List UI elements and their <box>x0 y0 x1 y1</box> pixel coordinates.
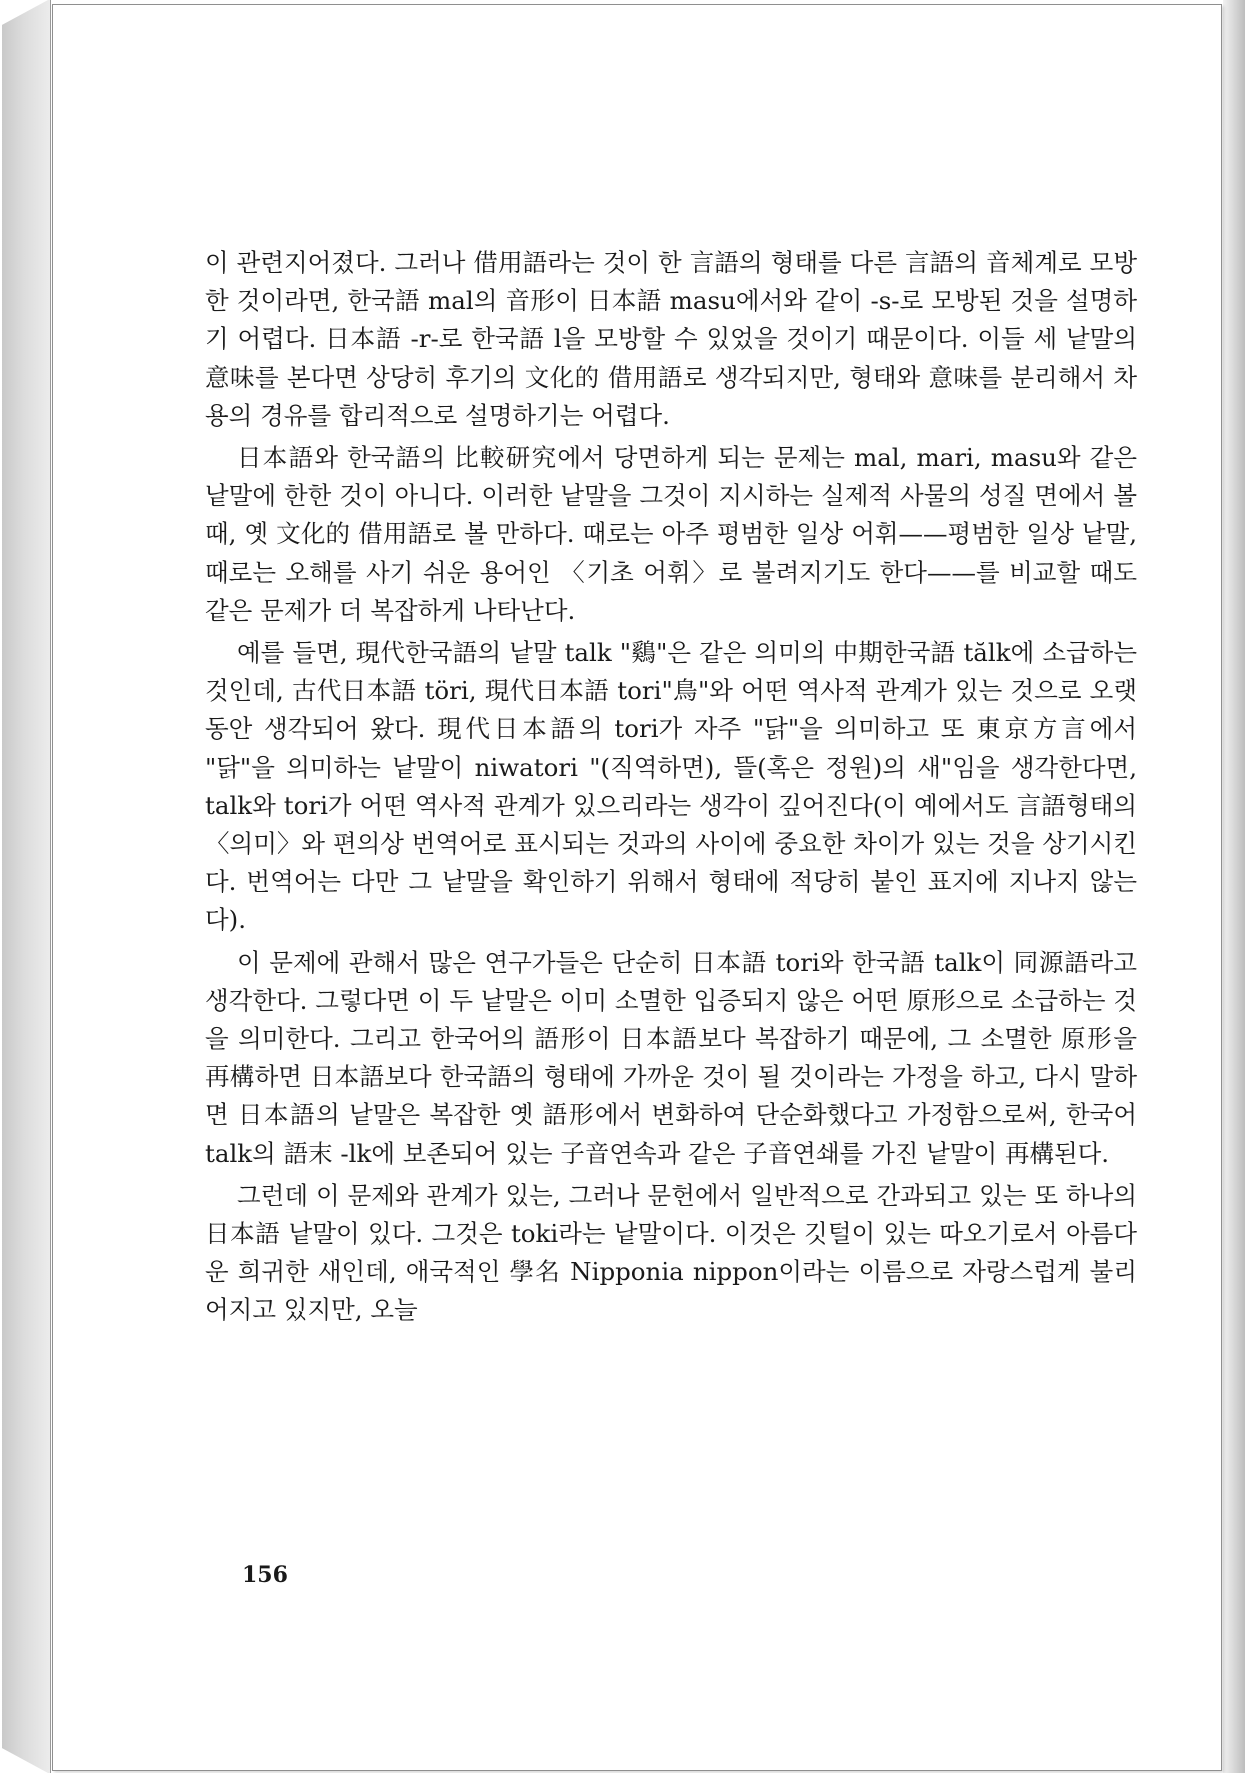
book-spine-corner-bottom <box>0 1747 48 1773</box>
book-spine-corner-top <box>0 0 48 26</box>
paragraph: 예를 들면, 現代한국語의 낱말 talk "鷄"은 같은 의미의 中期한국語 tălk에 소급하는 것인데, 古代日本語 töri, 現代日本語 tori"鳥"와 어떤 역사적 관계가 있는 것으로 오랫동안 생각되어 왔다. 現代日本語의 tori가 자주 "닭"을 의미하고 또 東京方言에서 "닭"을 의미하는 낱말이 niwatori "(직역하면), 뜰(혹은 정원)의 새"임을 생각한다면, talk와 tori가 어떤 역사적 관계가 있으리라는 생각이 깊어진다(이 예에서도 言語형태의 〈의미〉와 편의상 번역어로 표시되는 것과의 사이에 중요한 차이가 있는 것을 상기시킨다. 번역어는 다만 그 낱말을 확인하기 위해서 형태에 적당히 붙인 표지에 지나지 않는다). <box>205 638 1137 935</box>
body-text <box>205 244 1137 1334</box>
paragraph: 이 문제에 관해서 많은 연구가들은 단순히 日本語 tori와 한국語 talk이 同源語라고 생각한다. 그렇다면 이 두 낱말은 이미 소멸한 입증되지 않은 어떤 原形으로 소급하는 것을 의미한다. 그리고 한국어의 語形이 日本語보다 복잡하기 때문에, 그 소멸한 原形을 再構하면 日本語보다 한국語의 형태에 가까운 것이 될 것이라는 가정을 하고, 다시 말하면 日本語의 낱말은 복잡한 옛 語形에서 변화하여 단순화했다고 가정함으로써, 한국어 talk의 語末 -lk에 보존되어 있는 子音연속과 같은 子音연쇄를 가진 낱말이 再構된다. <box>205 947 1137 1168</box>
book-spine <box>2 0 51 1773</box>
book-page-edge <box>1223 0 1245 1773</box>
paragraph: 그런데 이 문제와 관계가 있는, 그러나 문헌에서 일반적으로 간과되고 있는 또 하나의 日本語 낱말이 있다. 그것은 toki라는 낱말이다. 이것은 깃털이 있는 따오기로서 아름다운 희귀한 새인데, 애국적인 學名 Nipponia nippon이라는 이름으로 자랑스럽게 불리어지고 있지만, 오늘 <box>205 1180 1137 1325</box>
paragraph: 이 관련지어졌다. 그러나 借用語라는 것이 한 言語의 형태를 다른 言語의 音체계로 모방한 것이라면, 한국語 mal의 音形이 日本語 masu에서와 같이 -s-로 모방된 것을 설명하기 어렵다. 日本語 -r-로 한국語 l을 모방할 수 있었을 것이기 때문이다. 이들 세 낱말의 意味를 본다면 상당히 후기의 文化的 借用語로 생각되지만, 형태와 意味를 분리해서 차용의 경유를 합리적으로 설명하기는 어렵다. <box>205 248 1137 430</box>
page-number: 156 <box>242 1562 288 1588</box>
paragraph: 日本語와 한국語의 比較研究에서 당면하게 되는 문제는 mal, mari, masu와 같은 낱말에 한한 것이 아니다. 이러한 낱말을 그것이 지시하는 실제적 사물의 성질 면에서 볼 때, 옛 文化的 借用語로 볼 만하다. 때로는 아주 평범한 일상 어휘——평범한 일상 낱말, 때로는 오해를 사기 쉬운 용어인 〈기초 어휘〉로 불려지기도 한다——를 비교할 때도 같은 문제가 더 복잡하게 나타난다. <box>205 443 1137 625</box>
